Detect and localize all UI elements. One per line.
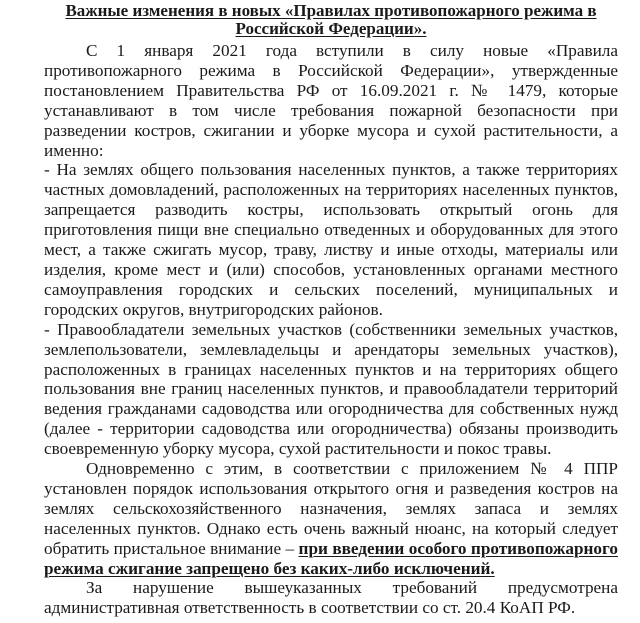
intro-paragraph: С 1 января 2021 года вступили в силу новые «Правила противопожарного режима в Российской Федерации», утвержденные постановлением Правительства РФ от 16.09.2021 г. № 1479, которые устанавливают в том числе требования пожарной безопасности при разведении костров, сжигании и уборке мусора и сухой растительности, а именно:: [44, 41, 618, 160]
document-title: Важные изменения в новых «Правилах противопожарного режима в Российской Федерации».: [65, 1, 597, 38]
paragraph-open-fire-text: Одновременно с этим, в соответствии с приложением № 4 ППР установлен порядок использования открытого огня и разведения костров на землях сельскохозяйственного назначения, землях запаса и землях населенных пунктов. Однако есть очень важный нюанс, на который следует обратить пристальное внимание –: [44, 459, 618, 558]
emphasis-ban-text: при введении особого противопожарного режима сжигание запрещено без каких-либо исключений.: [44, 538, 618, 578]
list-item-2: - Правообладатели земельных участков (собственники земельных участков, землепользователи, землевладельцы и арендаторы земельных участков), расположенных в границах населенных пунктов и на территориях общего пользования вне границ населенных пунктов, и правообладатели территорий ведения гражданами садоводства или огородничества для собственных нужд (далее - территории садоводства или огородничества) обязаны производить своевременную уборку мусора, сухой растительности и покос травы.: [44, 319, 618, 459]
list-item-1: - На землях общего пользования населенных пунктов, а также территориях частных домовладений, расположенных на территориях населенных пунктов, запрещается разводить костры, использовать открытый огонь для приготовления пищи вне специально отведенных и оборудованных для этого мест, а также сжигать мусор, траву, листву и иные отходы, материалы или изделия, кроме мест и (или) способов, установленных органами местного самоуправления городских и сельских поселений, муниципальных и городских округов, внутригородских районов.: [44, 160, 618, 319]
liability-paragraph: За нарушение вышеуказанных требований предусмотрена административная ответственность в соответствии со ст. 20.4 КоАП РФ.: [44, 578, 618, 618]
paragraph-open-fire-order: [44, 459, 618, 578]
